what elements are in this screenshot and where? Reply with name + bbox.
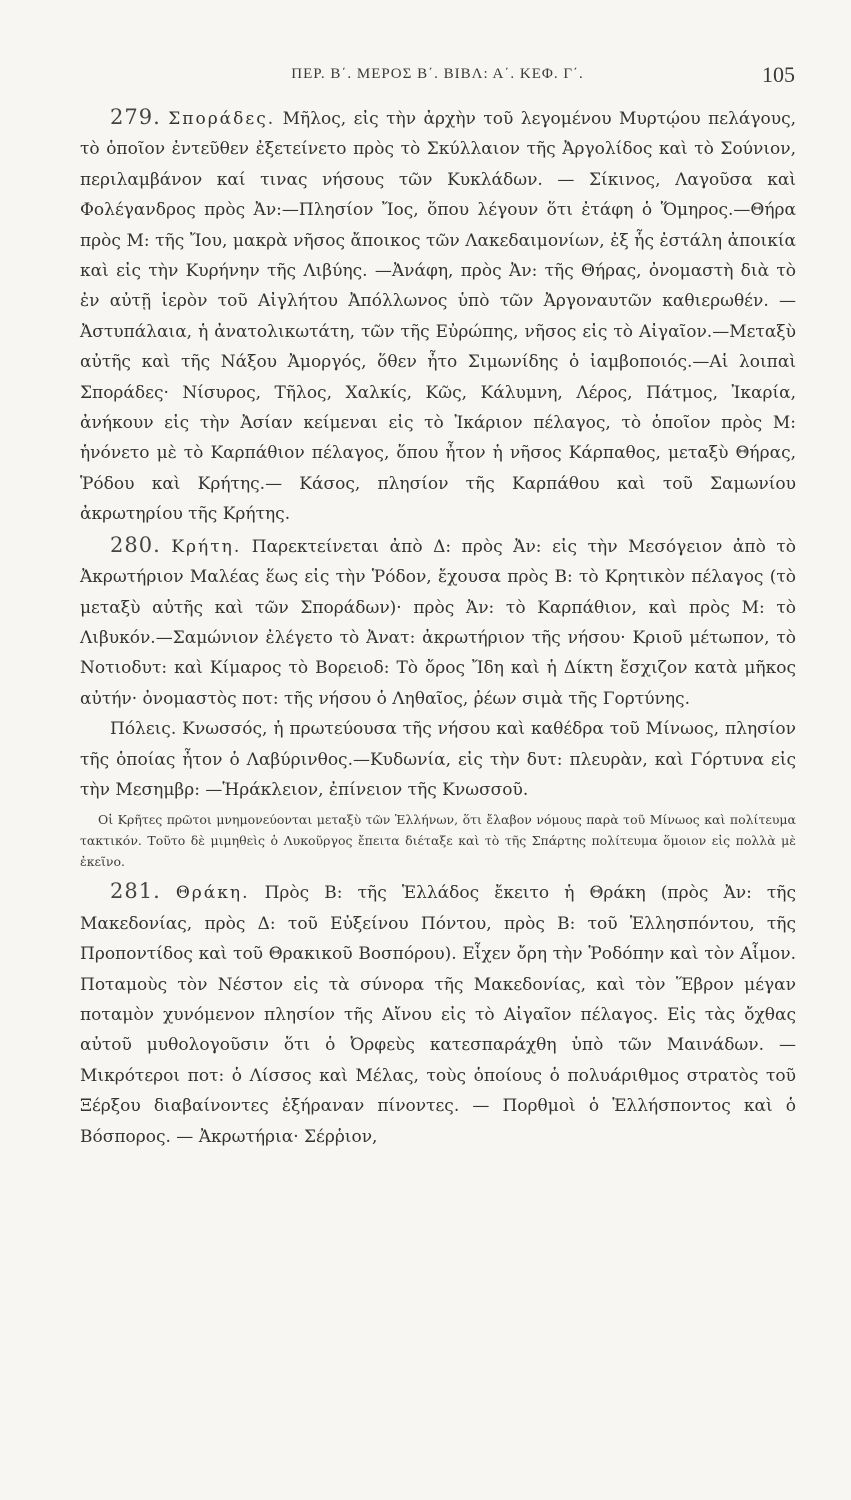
section-heading: Κρήτη.	[171, 536, 242, 557]
running-head: ΠΕΡ. Β΄. ΜΕΡΟΣ Β΄. ΒΙΒΛ: Α΄. ΚΕΦ. Γ΄.	[291, 66, 584, 82]
section-number: 279.	[110, 105, 161, 129]
section-number: 280.	[110, 532, 161, 557]
paragraph-281	[80, 876, 796, 1152]
section-heading: Σποράδες.	[168, 109, 276, 129]
paragraph-cities: Πόλεις. Κνωσσός, ἡ πρωτεύουσα τῆς νήσου καὶ καθέδρα τοῦ Μίνωος, πλησίον τῆς ὁποίας ἦτον ὁ Λαβύρινθος.—Κυδωνία, εἰς τὴν δυτ: πλευρὰν, καὶ Γόρτυνα εἰς τὴν Μεσημβρ: —Ἡράκλειον, ἐπίνειον τῆς Κνωσσοῦ.	[80, 719, 796, 800]
footnote: Οἱ Κρῆτες πρῶτοι μνημονεύονται μεταξὺ τῶν Ἑλλήνων, ὅτι ἔλαβον νόμους παρὰ τοῦ Μίνωος καὶ πολίτευμα τακτικόν. Τοῦτο δὲ μιμηθεὶς ὁ Λυκοῦργος ἔπειτα διέταξε καὶ τὸ τῆς Σπάρτης πολίτευμα ὅμοιον εἰς πολλὰ μὲ ἐκεῖνο.	[80, 812, 796, 870]
section-text: Μῆλος, εἰς τὴν ἀρχὴν τοῦ λεγομένου Μυρτῴου πελάγους, τὸ ὁποῖον ἐντεῦθεν ἐξετείνετο πρὸς τὸ Σκύλλαιον τῆς Ἀργολίδος καὶ τὸ Σούνιον, περιλαμβάνον καί τινας νήσους τῶν Κυκλάδων. — Σίκινος, Λαγοῦσα καὶ Φολέγανδρος πρὸς Ἀν:—Πλησίον Ἴος, ὅπου λέγουν ὅτι ἐτάφη ὁ Ὅμηρος.—Θήρα πρὸς Μ: τῆς Ἴου, μακρὰ νῆσος ἄποικος τῶν Λακεδαιμονίων, ἐξ ἧς ἐστάλη ἀποικία καὶ εἰς τὴν Κυρήνην τῆς Λιβύης. —Ἀνάφη, πρὸς Ἀν: τῆς Θήρας, ὀνομαστὴ διὰ τὸ ἐν αὐτῇ ἱερὸν τοῦ Αἰγλήτου Ἀπόλλωνος ὑπὸ τῶν Ἀργοναυτῶν καθιερωθέν. — Ἀστυπάλαια, ἡ ἀνατολικωτάτη, τῶν τῆς Εὐρώπης, νῆσος εἰς τὸ Αἰγαῖον.—Μεταξὺ αὐτῆς καὶ τῆς Νάξου Ἀμοργός, ὅθεν ἦτο Σιμωνίδης ὁ ἰαμβοποιός.—Αἱ λοιπαὶ Σποράδες· Νίσυρος, Τῆλος, Χαλκίς, Κῶς, Κάλυμνη, Λέρος, Πάτμος, Ἰκαρία, ἀνήκουν εἰς τὴν Ἀσίαν κείμεναι εἰς τὸ Ἰκάριον πέλαγος, τὸ ὁποῖον πρὸς Μ: ἡνόνετο μὲ τὸ Καρπάθιον πέλαγος, ὅπου ἦτον ἡ νῆσος Κάρπαθος, μεταξὺ Θήρας, Ῥόδου καὶ Κρήτης.— Κάσος, πλησίον τῆς Καρπάθου καὶ τοῦ Σαμωνίου ἀκρωτηρίου τῆς Κρήτης.	[80, 109, 796, 525]
section-text: Παρεκτείνεται ἀπὸ Δ: πρὸς Ἀν: εἰς τὴν Μεσόγειον ἀπὸ τὸ Ἀκρωτήριον Μαλέας ἕως εἰς τὴν Ῥόδον, ἔχουσα πρὸς Β: τὸ Κρητικὸν πέλαγος (τὸ μεταξὺ αὐτῆς καὶ τῶν Σποράδων)· πρὸς Ἀν: τὸ Καρπάθιον, καὶ πρὸς Μ: τὸ Λιβυκόν.—Σαμώνιον ἐλέγετο τὸ Ἀνατ: ἀκρωτήριον τῆς νήσου· Κριοῦ μέτωπον, τὸ Νοτιοδυτ: καὶ Κίμαρος τὸ Βορειοδ: Τὸ ὄρος Ἴδη καὶ ἡ Δίκτη ἔσχιζον κατὰ μῆκος αὐτήν· ὀνομαστὸς ποτ: τῆς νήσου ὁ Ληθαῖος, ῥέων σιμὰ τῆς Γορτύνης.	[80, 536, 797, 709]
page-body	[80, 102, 796, 1152]
paragraph-280	[80, 530, 796, 714]
section-number: 281.	[110, 879, 161, 904]
section-heading: Θράκη.	[175, 883, 250, 904]
page-header	[80, 62, 795, 92]
paragraph-279	[80, 102, 796, 530]
page-number: 105	[762, 62, 795, 87]
section-text: Πρὸς Β: τῆς Ἑλλάδος ἔκειτο ἡ Θράκη (πρὸς Ἀν: τῆς Μακεδονίας, πρὸς Δ: τοῦ Εὐξείνου Πόντου, πρὸς Β: τοῦ Ἑλλησπόντου, τῆς Προποντίδος καὶ τοῦ Θρακικοῦ Βοσπόρου). Εἶχεν ὄρη τὴν Ῥοδόπην καὶ τὸν Αἷμον. Ποταμοὺς τὸν Νέστον εἰς τὰ σύνορα τῆς Μακεδονίας, καὶ τὸν Ἕβρον μέγαν ποταμὸν χυνόμενον πλησίον τῆς Αἴνου εἰς τὸ Αἰγαῖον πέλαγος. Εἰς τὰς ὄχθας αὐτοῦ μυθολογοῦσιν ὅτι ὁ Ὀρφεὺς κατεσπαράχθη ὑπὸ τῶν Μαινάδων. — Μικρότεροι ποτ: ὁ Λίσσος καὶ Μέλας, τοὺς ὁποίους ὁ πολυάριθμος στρατὸς τοῦ Ξέρξου διαβαίνοντες ἐξήραναν πίνοντες. — Πορθμοὶ ὁ Ἑλλήσποντος καὶ ὁ Βόσπορος. — Ἀκρωτήρια· Σέρῥιον,	[80, 883, 797, 1147]
